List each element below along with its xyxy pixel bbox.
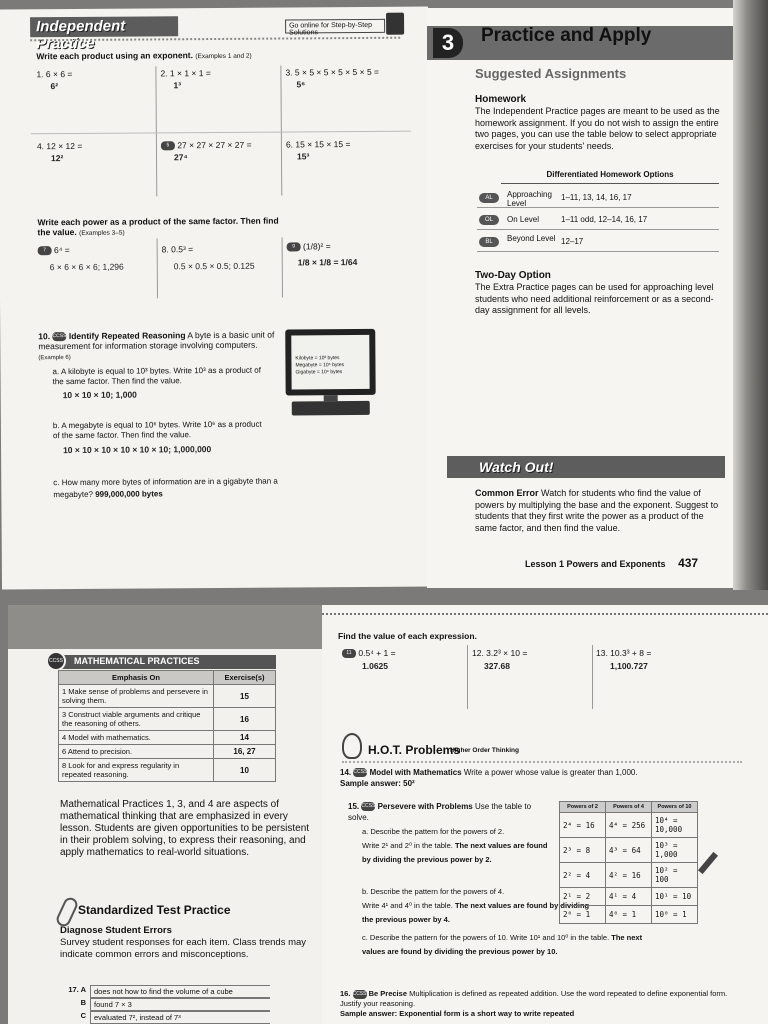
practice-text: 1 Make sense of problems and persevere in solving them. (59, 685, 214, 708)
section-title: Practice and Apply (481, 25, 652, 46)
practice-text: 6 Attend to precision. (59, 745, 214, 759)
homework-row-on-level (477, 210, 719, 230)
level-label: On Level (507, 215, 540, 224)
exercises-page (322, 605, 768, 1024)
ccss-icon: CCSS (52, 332, 66, 341)
exercise-1-answer: 6² (50, 81, 59, 92)
col-powers-of-4: Powers of 4 (606, 802, 652, 813)
thermometer-icon (54, 895, 79, 928)
monitor-screen (285, 329, 375, 396)
table-cell: 4¹ = 4 (606, 888, 652, 906)
exercise-5 (161, 140, 252, 151)
exercise-10-number: 10. (38, 331, 51, 342)
table-cell: 10³ = 1,000 (652, 838, 698, 863)
table-row (560, 888, 698, 906)
suggested-assignments-heading: Suggested Assignments (475, 66, 627, 81)
exercise-15c (362, 931, 662, 959)
exercise-10c-text: c. How many more bytes of information are in a gigabyte than a megabyte? (53, 476, 278, 500)
practice-text: 8 Look for and express regularity in repeated reasoning. (59, 759, 214, 782)
exercise-16-answer: Sample answer: Exponential form is a short way to write repeated (340, 1009, 575, 1018)
ccss-icon: CCSS (46, 651, 66, 671)
exercise-10b-answer: 10 × 10 × 10 × 10 × 10 × 10; 1,000,000 (63, 444, 212, 456)
homework-heading: Homework (475, 94, 527, 105)
screen-line-megabyte: Megabyte = 10⁶ bytes (295, 362, 345, 369)
exercise-11-text: 0.5⁴ + 1 = (358, 648, 396, 658)
standardized-test-practice-heading: Standardized Test Practice (78, 903, 231, 917)
exercise-16-title: Be Precise (368, 989, 407, 998)
exercise-14-number: 14. (340, 768, 352, 777)
practice-text: 4 Model with mathematics. (59, 731, 214, 745)
exercise-6: 6. 15 × 15 × 15 = (285, 139, 351, 150)
find-value-instructions: Find the value of each expression. (338, 631, 477, 641)
col-exercises: Exercise(s) (214, 671, 276, 685)
exercise-7 (38, 245, 70, 255)
exercise-15-title: Persevere with Problems (377, 802, 473, 811)
approaching-level-badge-icon: AL (479, 193, 499, 203)
section-2-instructions (37, 215, 287, 239)
exercise-5-text: 27 × 27 × 27 × 27 = (177, 139, 252, 151)
exercise-14-text: Write a power whose value is greater than 1,000. (463, 768, 638, 777)
on-level-badge-icon: OL (479, 215, 499, 225)
exercise-10-ref: (Example 6) (38, 355, 71, 362)
error-text: found 7 × 3 (90, 998, 270, 1011)
homework-table-title: Differentiated Homework Options (501, 170, 719, 184)
exercise-15b-text: b. Describe the pattern for the powers of 4. (362, 887, 505, 896)
level-exercises: 12–17 (561, 237, 584, 246)
instr-text: Write each power as a product of the same factor. Then find the value. (37, 215, 279, 238)
step-by-step-icon[interactable] (386, 13, 404, 35)
practice-exercises: 14 (214, 731, 276, 745)
screen-line-kilobyte: Kilobyte = 10³ bytes (295, 355, 340, 362)
exercise-9-answer: 1/8 × 1/8 = 1/64 (297, 257, 358, 268)
table-cell: 2⁴ = 16 (560, 813, 606, 838)
exercise-10c (53, 476, 283, 502)
flame-icon (342, 733, 362, 759)
exercise-15a-instruction: Write 2¹ and 2⁰ in the table. (362, 841, 453, 850)
exercise-8: 8. 0.5³ = (161, 244, 194, 255)
table-cell: 2² = 4 (560, 863, 606, 888)
exercise-14 (340, 767, 640, 789)
ccss-icon: CCSS (353, 769, 368, 776)
online-solutions-link[interactable]: Go online for Step-by-Step Solutions (285, 19, 385, 34)
level-exercises: 1–11, 13, 14, 16, 17 (561, 193, 632, 202)
exercise-15c-answer: The next values are found by dividing the previous power by 10. (362, 933, 643, 956)
table-row (59, 759, 276, 782)
homework-text: The Independent Practice pages are meant to be used as the homework assignment. If you do not wish to assign the entire two pages, you can use the table below to select appropriate exercises for your students' needs. (475, 106, 720, 151)
exercise-3-answer: 5⁶ (296, 79, 306, 90)
homework-row-approaching (477, 188, 719, 208)
level-exercises: 1–11 odd, 12–14, 16, 17 (561, 215, 648, 224)
common-error-heading: Common Error (475, 488, 539, 498)
table-cell: 10² = 100 (652, 863, 698, 888)
level-label: Beyond Level (507, 234, 556, 243)
exercise-1: 1. 6 × 6 = (36, 68, 73, 80)
book-spine (733, 0, 768, 590)
error-letter: B (80, 998, 86, 1007)
exercise-15-number: 15. (348, 802, 360, 811)
error-text: evaluated 7², instead of 7³ (90, 1011, 270, 1024)
error-letter: C (80, 1011, 86, 1020)
mathematical-practices-paragraph: Mathematical Practices 1, 3, and 4 are aspects of mathematical thinking that are emphasized in every lesson. Students are given opportunities to be persistent in their problem solving, to express their reasoning, and apply mathematics to real-world situations. (60, 799, 310, 858)
exercise-4: 4. 12 × 12 = (36, 140, 83, 152)
col-powers-of-2: Powers of 2 (560, 802, 606, 813)
common-error-text (475, 488, 725, 534)
exercise-10b: b. A megabyte is equal to 10⁶ bytes. Write 10⁶ as a product of the same factor. Then find the value. (52, 419, 262, 441)
exercise-4-answer: 12² (50, 153, 64, 164)
homework-row-beyond (477, 232, 719, 252)
exercise-10a: a. A kilobyte is equal to 10³ bytes. Write 10³ as a product of the same factor. Then find the value. (52, 365, 261, 387)
hot-subtitle: Higher Order Thinking (450, 747, 519, 754)
exercise-2-answer: 1³ (173, 80, 182, 91)
ccss-icon: CCSS (361, 803, 376, 810)
column-divider (467, 645, 468, 709)
exercise-11-answer: 1.0625 (362, 661, 388, 671)
divider (342, 761, 742, 763)
exercise-13: 13. 10.3³ + 8 = (596, 648, 652, 658)
table-row (59, 685, 276, 708)
exercise-15b-instruction: Write 4¹ and 4⁰ in the table. (362, 901, 453, 910)
table-cell: 10⁰ = 1 (652, 906, 698, 924)
section-1-instructions (36, 50, 251, 62)
screen-line-gigabyte: Gigabyte = 10⁹ bytes (295, 369, 343, 376)
header-band (8, 605, 322, 649)
column-divider (157, 238, 158, 298)
exercise-10c-answer: 999,000,000 bytes (95, 489, 163, 499)
exercise-10a-answer: 10 × 10 × 10; 1,000 (62, 389, 137, 401)
table-row (560, 813, 698, 838)
two-day-text: The Extra Practice pages can be used for approaching level students who need additional reinforcement or as a second-day assignment for all levels. (475, 282, 714, 315)
exercise-16-number: 16. (340, 989, 351, 998)
home-icon: 9 (287, 243, 301, 252)
table-row (560, 838, 698, 863)
exercise-3: 3. 5 × 5 × 5 × 5 × 5 × 5 = (285, 66, 380, 78)
exercise-15a (362, 825, 552, 867)
beyond-level-badge-icon: BL (479, 237, 499, 247)
diagnose-errors-heading: Diagnose Student Errors (60, 925, 172, 936)
table-row (560, 906, 698, 924)
table-cell: 4⁰ = 1 (606, 906, 652, 924)
two-day-heading: Two-Day Option (475, 270, 551, 281)
exercise-6-answer: 15³ (296, 151, 310, 162)
exercise-8-answer: 0.5 × 0.5 × 0.5; 0.125 (173, 260, 255, 272)
exercise-15b-answer: The next values are found by dividing the previous power by 4. (362, 901, 590, 924)
instr-ref: (Examples 1 and 2) (195, 52, 252, 61)
table-cell: 10¹ = 10 (652, 888, 698, 906)
section-number: 3 (433, 28, 463, 58)
screen-content (291, 335, 369, 390)
table-row (59, 708, 276, 731)
exercise-9-text: (1/8)² = (302, 241, 331, 252)
keyboard-icon (292, 401, 370, 416)
practice-text: 3 Construct viable arguments and critique the reasoning of others. (59, 708, 214, 731)
home-icon: 7 (38, 246, 52, 255)
col-powers-of-10: Powers of 10 (652, 802, 698, 813)
column-divider (592, 645, 593, 709)
mathematical-practices-table (58, 670, 276, 782)
watch-out-title: Watch Out! (479, 459, 554, 475)
row-divider (31, 131, 411, 135)
instr-ref: (Examples 3–5) (79, 229, 125, 237)
exercise-10-text: A byte is a basic unit of measurement for information storage involving computers. (38, 329, 275, 352)
practice-exercises: 16 (214, 708, 276, 731)
ccss-icon: CCSS (352, 990, 367, 997)
level-label: Approaching Level (507, 190, 552, 208)
page-footer (525, 556, 698, 570)
exercise-7-text: 6⁴ = (54, 245, 70, 256)
table-row (560, 863, 698, 888)
lesson-label: Lesson 1 Powers and Exponents (525, 559, 666, 569)
column-divider (155, 66, 157, 196)
exercise-12-answer: 327.68 (484, 661, 510, 671)
exercise-11 (342, 648, 396, 658)
practice-and-apply-page (427, 8, 733, 588)
col-emphasis: Emphasis On (59, 671, 214, 685)
table-cell: 4⁴ = 256 (606, 813, 652, 838)
table-cell: 4³ = 64 (606, 838, 652, 863)
exercise-13-answer: 1,100.727 (610, 661, 648, 671)
independent-practice-banner: Independent Practice (30, 16, 178, 37)
exercise-15c-text: c. Describe the pattern for the powers of 10. Write 10¹ and 10⁰ in the table. (362, 933, 610, 942)
error-letter: 17. A (68, 985, 86, 994)
pencil-icon (698, 852, 718, 874)
exercise-10-title: Identify Repeated Reasoning (68, 330, 186, 342)
mathematical-practices-page (8, 605, 322, 1024)
exercise-9 (287, 241, 331, 252)
independent-practice-page (0, 7, 432, 590)
practice-exercises: 15 (214, 685, 276, 708)
table-cell: 4² = 16 (606, 863, 652, 888)
error-text: does not how to find the volume of a cube (90, 985, 270, 998)
instr-text: Write each product using an exponent. (36, 50, 193, 62)
practice-exercises: 16, 27 (214, 745, 276, 759)
mathematical-practices-title: MATHEMATICAL PRACTICES (52, 655, 276, 669)
practice-exercises: 10 (214, 759, 276, 782)
table-cell: 2¹ = 2 (560, 888, 606, 906)
table-row (59, 731, 276, 745)
exercise-15a-text: a. Describe the pattern for the powers of 2. (362, 827, 505, 836)
column-divider (282, 238, 283, 298)
exercise-14-title: Model with Mathematics (369, 768, 462, 777)
page-number: 437 (678, 556, 699, 570)
powers-table (559, 801, 698, 924)
computer-monitor-illustration (285, 329, 376, 418)
exercise-15a-answer: The next values are found by dividing the previous power by 2. (362, 841, 548, 864)
table-row (59, 745, 276, 759)
table-cell: 2⁰ = 1 (560, 906, 606, 924)
exercise-10 (38, 330, 278, 364)
table-cell: 2³ = 8 (560, 838, 606, 863)
common-error-body: Watch for students who find the value of powers by multiplying the base and the exponent. Suggest to students that they first write the power as a product of the same factor, and then find the value. (475, 488, 719, 533)
home-icon: 11 (342, 649, 356, 658)
exercise-5-answer: 27⁴ (173, 152, 188, 163)
home-icon: 5 (161, 142, 175, 151)
table-cell: 10⁴ = 10,000 (652, 813, 698, 838)
exercise-2: 2. 1 × 1 × 1 = (160, 68, 211, 79)
exercise-15-text: Use the table to solve. (348, 802, 532, 822)
exercise-16-text: Multiplication is defined as repeated addition. Use the word repeated to define exponential form. Justify your reasoning. (340, 989, 728, 1008)
page-top-border (322, 605, 768, 615)
hot-problems-heading: H.O.T. Problems (368, 743, 461, 757)
exercise-14-answer: Sample answer: 50² (340, 779, 415, 788)
exercise-16 (340, 989, 750, 1019)
exercise-7-answer: 6 × 6 × 6 × 6; 1,296 (49, 261, 124, 273)
exercise-15 (348, 801, 548, 823)
diagnose-errors-text: Survey student responses for each item. Class trends may indicate common errors and misconceptions. (60, 937, 307, 960)
exercise-12: 12. 3.2³ × 10 = (472, 648, 528, 658)
